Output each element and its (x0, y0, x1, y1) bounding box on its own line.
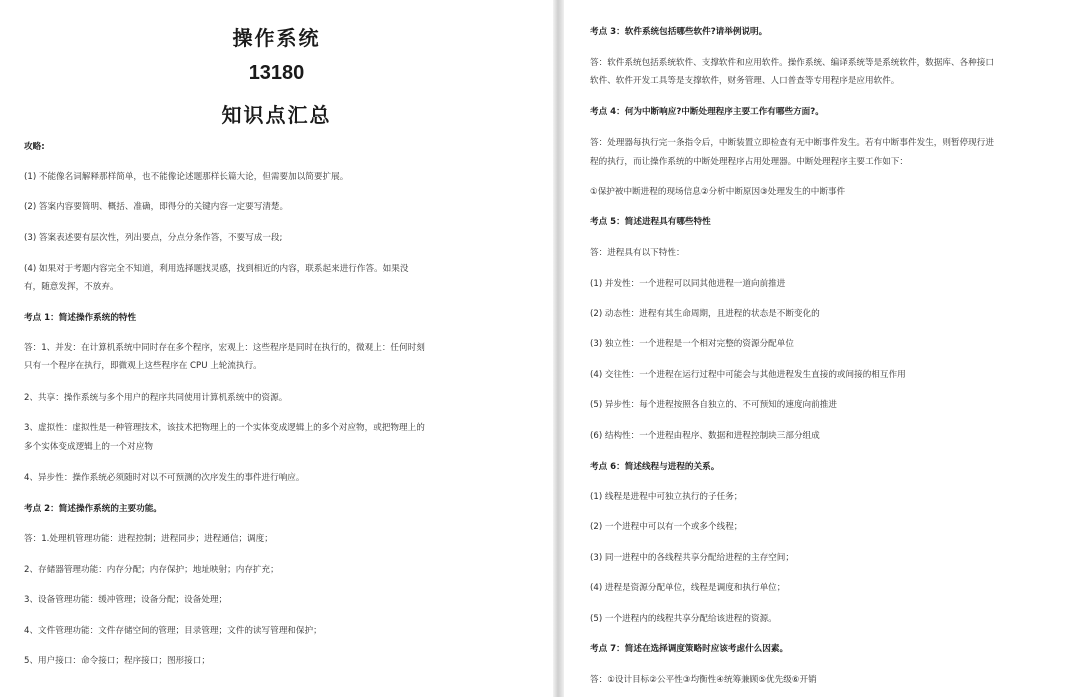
right-page (564, 0, 1080, 697)
right_page-text-line: ①保护被中断进程的现场信息②分析中断原因③处理发生的中断事件 (590, 187, 846, 197)
doc-subtitle: 知识点汇总 (221, 103, 332, 127)
right_page-heading: 考点 6：简述线程与进程的关系。 (590, 462, 720, 472)
left_page-text-line: 4、异步性：操作系统必须随时对以不可预测的次序发生的事件进行响应。 (24, 473, 305, 483)
right_page-text-line: 答：软件系统包括系统软件、支撑软件和应用软件。操作系统、编译系统等是系统软件，数据库、各种接口 (590, 58, 994, 68)
right_page-text-line: (1) 并发性：一个进程可以同其他进程一道向前推进 (590, 279, 786, 289)
left_page-text-line: 2、存储器管理功能：内存分配；内存保护；地址映射；内存扩充； (24, 565, 279, 575)
left_page-text-line: 只有一个程序在执行，即微观上这些程序在 CPU 上轮流执行。 (24, 361, 262, 371)
right_page-text-line: 答：进程具有以下特性： (590, 248, 685, 258)
right_page-text-line: 软件、软件开发工具等是支撑软件，财务管理、人口普查等专用程序是应用软件。 (590, 76, 900, 86)
left_page-heading: 攻略: (24, 142, 45, 152)
right_page-text-line: (3) 独立性：一个进程是一个相对完整的资源分配单位 (590, 339, 794, 349)
course-code: 13180 (248, 62, 305, 84)
left_page-text-line: (3) 答案表述要有层次性，列出要点，分点分条作答，不要写成一段; (24, 233, 283, 243)
right_page-text-line: 答：①设计目标②公平性③均衡性④统筹兼顾⑤优先级⑥开销 (590, 675, 817, 685)
left_page-text-line: 多个实体变成逻辑上的一个对应物 (24, 442, 153, 452)
right_page-text-line: (5) 一个进程内的线程共享分配给该进程的资源。 (590, 614, 777, 624)
right_page-heading: 考点 7：简述在选择调度策略时应该考虑什么因素。 (590, 644, 789, 654)
left_page-text-line: 答：1、并发：在计算机系统中同时存在多个程序，宏观上：这些程序是同时在执行的，微观上：任何时刻 (24, 343, 425, 353)
left_page-text-line: 3、设备管理功能：缓冲管理；设备分配；设备处理； (24, 595, 228, 605)
left_page-text-line: 答：1.处理机管理功能：进程控制；进程同步；进程通信；调度； (24, 534, 273, 544)
right_page-text-line: (6) 结构性：一个进程由程序、数据和进程控制块三部分组成 (590, 431, 820, 441)
right_page-text-line: 答：处理器每执行完一条指令后，中断装置立即检查有无中断事件发生。若有中断事件发生，则暂停现行进 (590, 138, 994, 148)
right_page-heading: 考点 3：软件系统包括哪些软件?请举例说明。 (590, 27, 768, 37)
right_page-text-line: (5) 异步性：每个进程按照各自独立的、不可预知的速度向前推进 (590, 400, 837, 410)
right_page-heading: 考点 4：何为中断响应?中断处理程序主要工作有哪些方面?。 (590, 107, 824, 117)
left_page-text-line: 3、虚拟性：虚拟性是一种管理技术，该技术把物理上的一个实体变成逻辑上的多个对应物，或把物理上的 (24, 423, 425, 433)
left_page-heading: 考点 1：简述操作系统的特性 (24, 313, 137, 323)
right_page-text-line: (1) 线程是进程中可独立执行的子任务； (590, 492, 743, 502)
left_page-text-line: 2、共享：操作系统与多个用户的程序共同使用计算机系统中的资源。 (24, 393, 288, 403)
left_page-text-line: (2) 答案内容要简明、概括、准确，即得分的关键内容一定要写清楚。 (24, 202, 289, 212)
right_page-text-line: (4) 交往性：一个进程在运行过程中可能会与其他进程发生直接的或间接的相互作用 (590, 370, 906, 380)
right_page-text-line: (2) 动态性：进程有其生命周期，且进程的状态是不断变化的 (590, 309, 820, 319)
page-gutter (553, 0, 564, 697)
left_page-heading: 考点 2：简述操作系统的主要功能。 (24, 504, 162, 514)
left_page-text-line: (1) 不能像名词解释那样简单，也不能像论述题那样长篇大论，但需要加以简要扩展。 (24, 172, 349, 182)
doc-title: 操作系统 (232, 26, 321, 50)
right_page-text-line: (4) 进程是资源分配单位，线程是调度和执行单位； (590, 583, 786, 593)
left_page-text-line: 有，随意发挥，不放弃。 (24, 282, 119, 292)
right_page-heading: 考点 5：简述进程具有哪些特性 (590, 217, 711, 227)
left_page-text-line: 5、用户接口：命令接口；程序接口；图形接口； (24, 656, 210, 666)
right_page-text-line: 程的执行，而让操作系统的中断处理程序占用处理器。中断处理程序主要工作如下： (590, 157, 908, 167)
left_page-text-line: (4) 如果对于考题内容完全不知道，利用选择题找灵感，找到相近的内容，联系起来进行作答。如果没 (24, 264, 409, 274)
right_page-text-line: (2) 一个进程中可以有一个或多个线程； (590, 522, 743, 532)
left_page-text-line: 4、文件管理功能：文件存储空间的管理；目录管理；文件的读写管理和保护； (24, 626, 322, 636)
right_page-text-line: (3) 同一进程中的各线程共享分配给进程的主存空间； (590, 553, 794, 563)
